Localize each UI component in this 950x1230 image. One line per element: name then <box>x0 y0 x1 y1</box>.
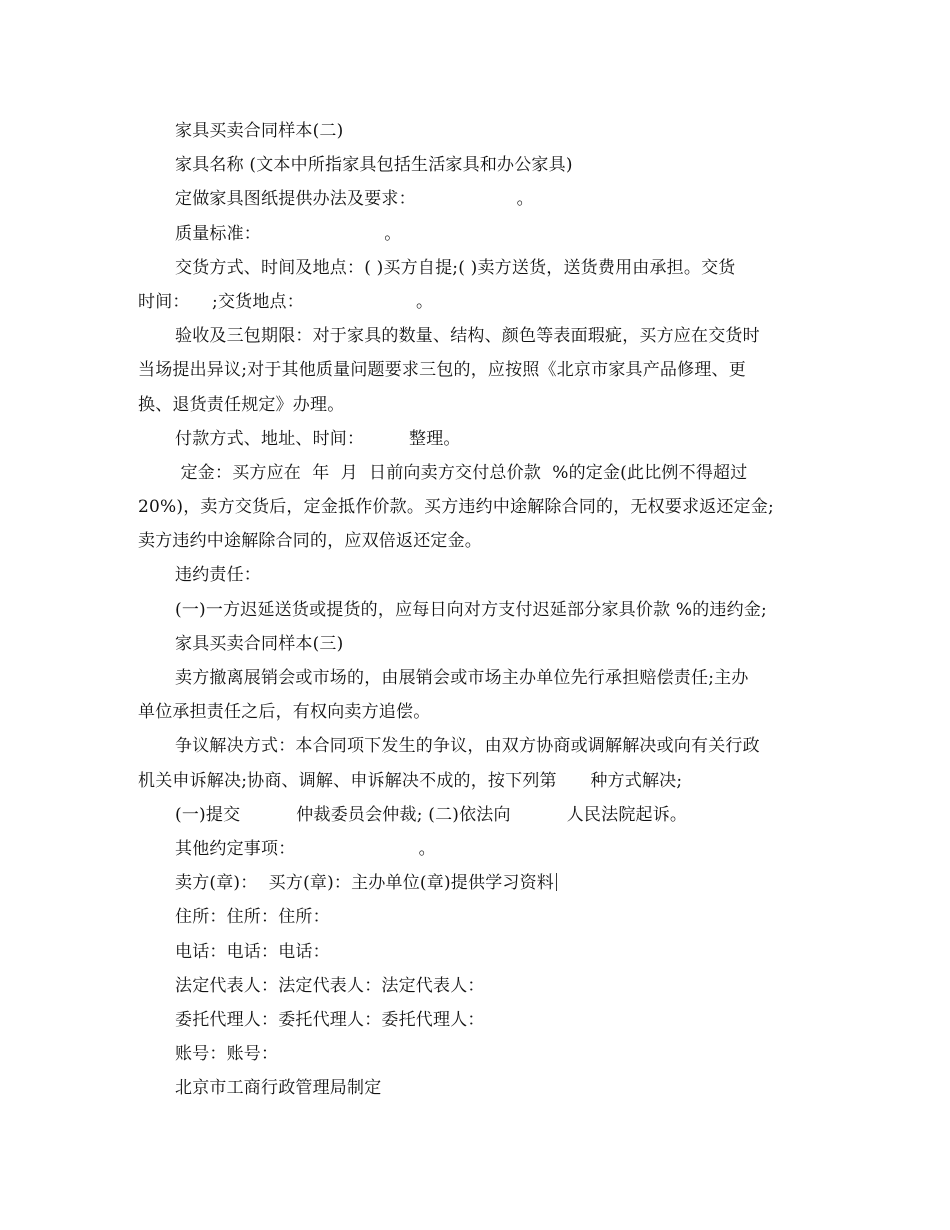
paragraph-line: 争议解决方式：本合同项下发生的争议，由双方协商或调解解决或向有关行政 <box>175 736 760 757</box>
paragraph-line: 其他约定事项： 。 <box>175 838 436 859</box>
paragraph-line: 当场提出异议;对于其他质量问题要求三包的，应按照《北京市家具产品修理、更 <box>138 360 746 381</box>
paragraph-line: 交货方式、时间及地点：( )买方自提;( )卖方送货，送货费用由承担。交货 <box>175 257 736 278</box>
paragraph-line: 机关申诉解决;协商、调解、申诉解决不成的，按下列第 种方式解决; <box>138 770 683 791</box>
paragraph-line: 卖方撤离展销会或市场的，由展销会或市场主办单位先行承担赔偿责任;主办 <box>175 668 749 688</box>
paragraph-line: 质量标准： 。 <box>175 223 402 244</box>
paragraph-line: 定金：买方应在 年 月 日前向卖方交付总价款 %的定金(此比例不得超过 <box>175 462 748 483</box>
paragraph-line: 单位承担责任之后，有权向卖方追偿。 <box>138 702 431 723</box>
signature-line: 法定代表人：法定代表人：法定代表人： <box>175 975 485 996</box>
paragraph-line: 定做家具图纸提供办法及要求： 。 <box>175 189 534 210</box>
paragraph-line: 20%)，卖方交货后，定金抵作价款。买方违约中途解除合同的，无权要求返还定金; <box>138 497 774 518</box>
signature-line: 账号：账号： <box>175 1044 279 1065</box>
paragraph-line: 时间： ;交货地点： 。 <box>138 291 434 312</box>
section-title: 家具买卖合同样本(三) <box>175 633 344 654</box>
text-cursor <box>556 873 557 891</box>
paragraph-line: 家具名称 (文本中所指家具包括生活家具和办公家具) <box>175 155 573 176</box>
signature-line: 电话：电话：电话： <box>175 941 330 962</box>
signature-line: 住所：住所：住所： <box>175 907 330 928</box>
paragraph-line: 换、退货责任规定》办理。 <box>138 394 345 415</box>
signature-text: 卖方(章)： 买方(章)：主办单位(章)提供学习资料 <box>175 873 555 894</box>
signature-line: 委托代理人：委托代理人：委托代理人： <box>175 1009 485 1030</box>
paragraph-line: 卖方违约中途解除合同的，应双倍返还定金。 <box>138 531 482 552</box>
document-body <box>138 114 818 1105</box>
section-title: 家具买卖合同样本(二) <box>175 121 344 141</box>
paragraph-line: (一)一方迟延送货或提货的，应每日向对方支付迟延部分家具价款 %的违约金; <box>175 599 767 620</box>
footer-issuer: 北京市工商行政管理局制定 <box>175 1078 382 1099</box>
signature-line[interactable] <box>138 866 818 900</box>
paragraph-line: 验收及三包期限：对于家具的数量、结构、颜色等表面瑕疵，买方应在交货时 <box>175 326 760 347</box>
paragraph-line: 违约责任： <box>175 565 261 586</box>
paragraph-line: 付款方式、地址、时间： 整理。 <box>175 428 461 449</box>
paragraph-line: (一)提交 仲裁委员会仲裁; (二)依法向 人民法院起诉。 <box>175 804 688 825</box>
